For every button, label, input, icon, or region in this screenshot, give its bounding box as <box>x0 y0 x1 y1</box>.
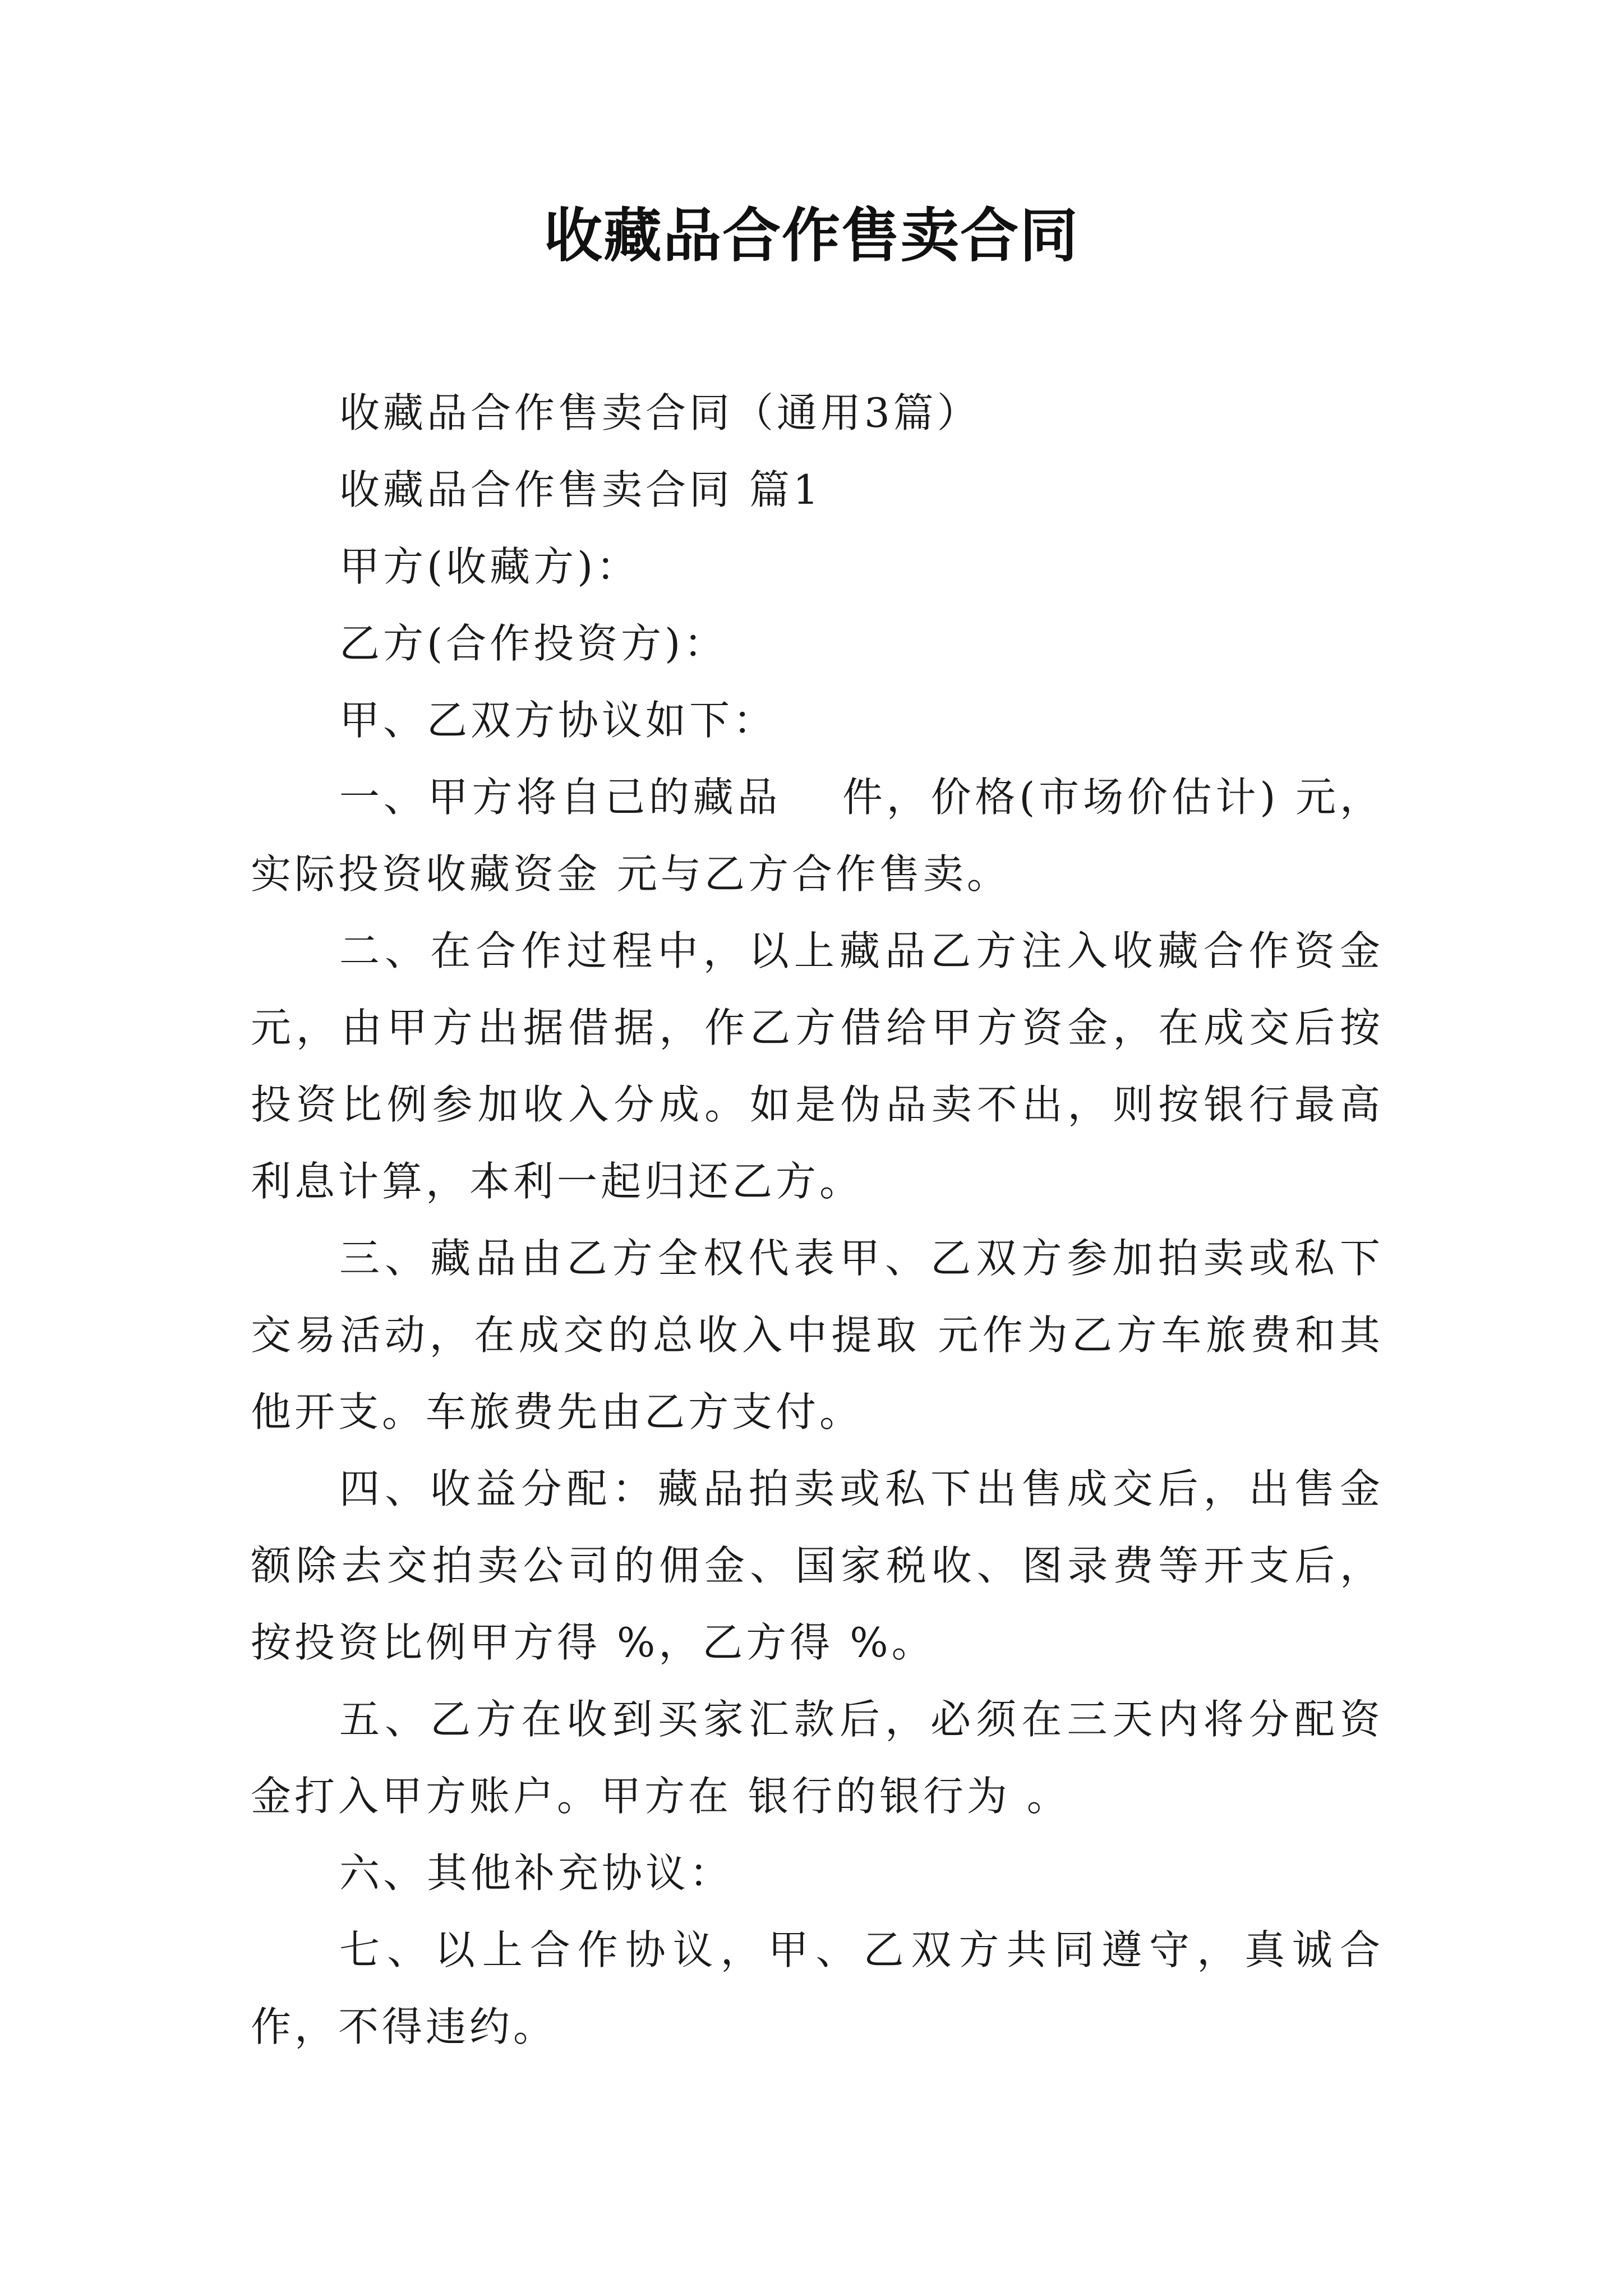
paragraph-subtitle: 收藏品合作售卖合同（通用3篇） <box>339 389 981 436</box>
paragraph-clause-7: 七、以上合作协议，甲、乙双方共同遵守，真诚合作，不得违约。 <box>251 1926 1384 2050</box>
paragraph-clause-2: 二、在合作过程中，以上藏品乙方注入收藏合作资金 元，由甲方出据借据，作乙方借给甲方资金，在成交后按投资比例参加收入分成。如是伪品卖不出，则按银行最高利息计算，本利一起归还乙方。 <box>251 927 1384 1205</box>
paragraph-party-b: 乙方(合作投资方)： <box>339 620 728 667</box>
paragraph-agreement-intro: 甲、乙双方协议如下： <box>339 697 777 744</box>
document-body <box>251 375 1384 2065</box>
paragraph-clause-4: 四、收益分配：藏品拍卖或私下出售成交后，出售金额除去交拍卖公司的佣金、国家税收、图录费等开支后，按投资比例甲方得 %，乙方得 %。 <box>251 1465 1384 1666</box>
paragraph-clause-5: 五、乙方在收到买家汇款后，必须在三天内将分配资金打入甲方账户。甲方在 银行的银行为 。 <box>251 1696 1384 1820</box>
paragraph-section-heading: 收藏品合作售卖合同 篇1 <box>339 466 822 513</box>
paragraph-clause-1: 一、甲方将自己的藏品 件，价格(市场价估计) 元，实际投资收藏资金 元与乙方合作售卖。 <box>251 774 1384 898</box>
paragraph-party-a: 甲方(收藏方)： <box>339 543 640 590</box>
paragraph-clause-6: 六、其他补充协议： <box>339 1849 734 1897</box>
document-title: 收藏品合作售卖合同 <box>543 201 1079 270</box>
paragraph-clause-3: 三、藏品由乙方全权代表甲、乙双方参加拍卖或私下交易活动，在成交的总收入中提取 元作为乙方车旅费和其他开支。车旅费先由乙方支付。 <box>251 1235 1384 1435</box>
